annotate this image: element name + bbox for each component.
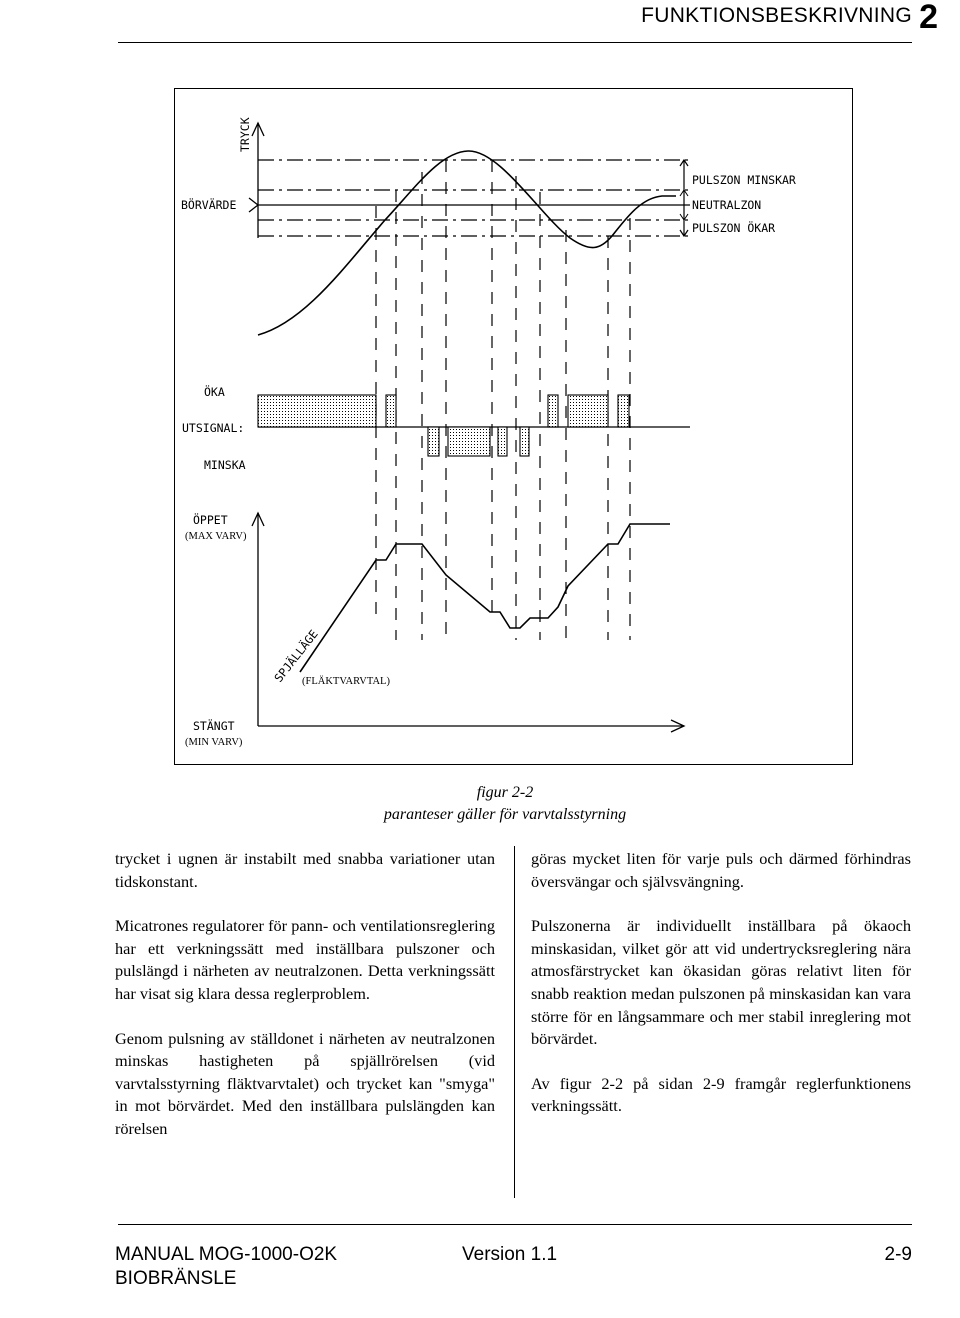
label-stangt: STÄNGT: [193, 719, 235, 733]
paragraph: Pulszonerna är individuellt inställbara på ökaoch minskasidan, vilket gör att vid undertrycksreglering nära atmosfärstrycket kan ökasidan göras relativt liten för snabb reaktion medan pulszonen på minskasidan kan vara större för en långsammare och mer stabil inreglering mot börvärdet.: [531, 916, 911, 1049]
label-min-varv: (MIN VARV): [185, 737, 243, 748]
label-pulszon-minskar: PULSZON MINSKAR: [692, 173, 796, 187]
label-minska: MINSKA: [204, 458, 246, 472]
paragraph: trycket i ugnen är instabilt med snabba variationer utan tidskonstant.: [115, 849, 495, 891]
label-flaktvarvtal: (FLÄKTVARVTAL): [302, 676, 390, 687]
footer-rule: [118, 1224, 912, 1225]
label-tryck: TRYCK: [238, 117, 252, 152]
chapter-number: 2: [919, 0, 938, 36]
footer-page-number: 2-9: [884, 1244, 912, 1265]
paragraph: Genom pulsning av ställdonet i närheten av neutralzonen minskas hastigheten på spjällrörelsen (vid varvtalsstyrning fläktvarvtalet) och trycket kan "smyga" in mot börvärdet. Med den inställbara pulslängden kan rörelsen: [115, 1028, 495, 1138]
label-borvarde: BÖRVÄRDE: [181, 198, 237, 212]
footer-fuel: BIOBRÄNSLE: [115, 1268, 237, 1289]
label-utsignal: UTSIGNAL:: [182, 421, 245, 435]
label-neutralzon: NEUTRALZON: [692, 198, 762, 212]
pressure-chart: [249, 123, 690, 335]
paragraph: Av figur 2-2 på sidan 2-9 framgår reglerfunktionens verkningssätt.: [531, 1073, 911, 1116]
label-spjallage: SPJÄLLÄGE: [271, 627, 321, 685]
column-divider: [514, 846, 515, 1198]
footer-version: Version 1.1: [462, 1244, 558, 1265]
figure-caption: paranteser gäller för varvtalsstyrning: [383, 806, 627, 823]
paragraph: göras mycket liten för varje puls och därmed förhindras översvängar och självsvängning.: [531, 849, 911, 891]
label-max-varv: (MAX VARV): [185, 531, 247, 542]
label-oka: ÖKA: [204, 385, 225, 399]
label-pulszon-okar: PULSZON ÖKAR: [692, 221, 776, 235]
left-column: [115, 848, 495, 1163]
output-signal-chart: [258, 395, 690, 456]
footer-left: [115, 1243, 337, 1291]
paragraph: Micatrones regulatorer för pann- och ventilationsreglering har ett verkningssätt med inställbara pulszoner och pulslängd i närheten av neutralzonen. Detta verkningssätt har visat sig klara dessa reglerproblem.: [115, 916, 495, 1003]
damper-position-chart: [252, 513, 684, 732]
right-column: [531, 848, 911, 1140]
label-oppet: ÖPPET: [193, 513, 228, 527]
header-title: FUNKTIONSBESKRIVNING: [641, 4, 912, 27]
figure-number: figur 2-2: [476, 784, 534, 801]
footer-manual: MANUAL MOG-1000-O2K: [115, 1244, 338, 1265]
